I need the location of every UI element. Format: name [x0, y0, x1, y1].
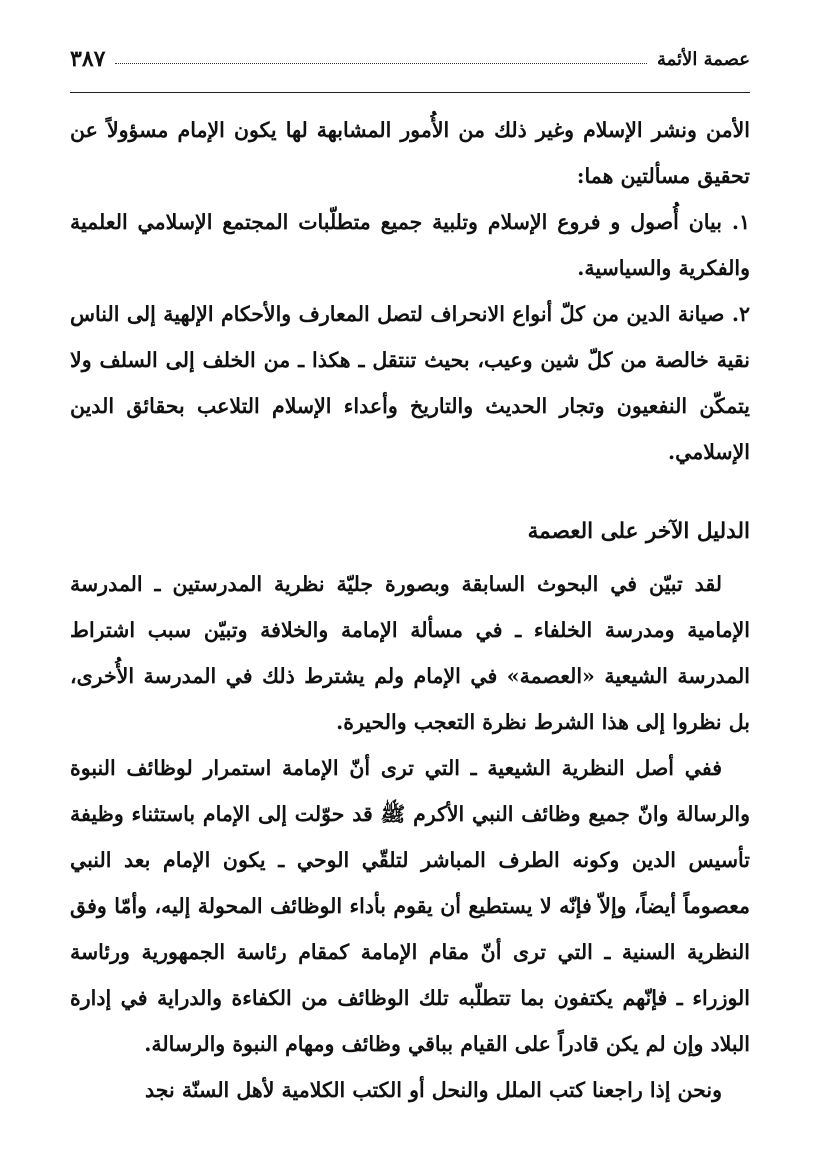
header-dotted-leader	[115, 63, 647, 64]
page-number: ٣٨٧	[70, 46, 106, 72]
running-header	[70, 38, 750, 93]
paragraph-3: ففي أصل النظرية الشيعية ـ التي ترى أنّ الإمامة استمرار لوظائف النبوة والرسالة وانّ جميع وظائف النبي الأكرم ﷺ قد حوّلت إلى الإمام باستثناء وظيفة تأسيس الدين وكونه الطرف المباشر لتلقّي الوحي ـ يكون الإمام بعد النبي معصوماً أيضاً، وإلاّ فإنّه لا يستطيع أن يقوم بأداء الوظائف المحولة إليه، وأمّا وفق النظرية السنية ـ التي ترى أنّ مقام الإمامة كمقام رئاسة الجمهورية ورئاسة الوزراء ـ فإنّهم يكتفون بما تتطلّبه تلك الوظائف من الكفاءة والدراية في إدارة البلاد وإن لم يكن قادراً على القيام بباقي وظائف ومهام النبوة والرسالة.	[70, 756, 750, 1056]
page-body	[70, 107, 750, 1113]
paragraph-2: لقد تبيّن في البحوث السابقة وبصورة جليّة نظرية المدرستين ـ المدرسة الإمامية ومدرسة الخلفاء ـ في مسألة الإمامة والخلافة وتبيّن سبب اشتراط المدرسة الشيعية «العصمة» في الإمام ولم يشترط ذلك في المدرسة الأُخرى، بل نظروا إلى هذا الشرط نظرة التعجب والحيرة.	[70, 572, 750, 734]
list-item-2: ٢. صيانة الدين من كلّ أنواع الانحراف لتصل المعارف والأحكام الإلهية إلى الناس نقية خالصة من كلّ شين وعيب، بحيث تنتقل ـ هكذا ـ من الخلف إلى السلف ولا يتمكّن النفعيون وتجار الحديث والتاريخ وأعداء الإسلام التلاعب بحقائق الدين الإسلامي.	[70, 302, 750, 464]
paragraph-4: ونحن إذا راجعنا كتب الملل والنحل أو الكتب الكلامية لأهل السنّة نجد	[145, 1078, 722, 1102]
running-title: عصمة الأئمة	[656, 48, 750, 70]
paragraph-1: الأمن ونشر الإسلام وغير ذلك من الأُمور المشابهة لها يكون الإمام مسؤولاً عن تحقيق مسألتين هما:	[70, 118, 750, 188]
list-item-1: ١. بيان أُصول و فروع الإسلام وتلبية جميع متطلّبات المجتمع الإسلامي العلمية والفكرية والسياسية.	[70, 210, 750, 280]
book-page	[70, 38, 750, 1113]
section-heading: الدليل الآخر على العصمة	[527, 519, 750, 544]
